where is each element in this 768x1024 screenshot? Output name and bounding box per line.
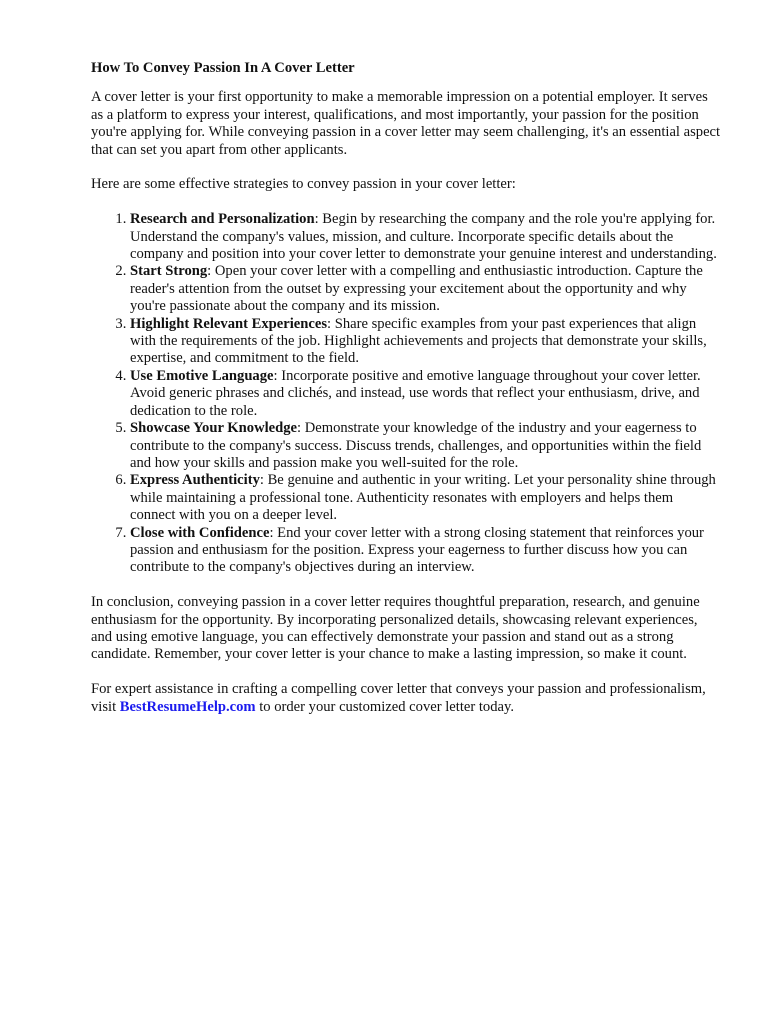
strategy-term: Start Strong — [130, 263, 208, 280]
strategies-lead: Here are some effective strategies to convey passion in your cover letter: — [91, 176, 516, 193]
strategy-term: Close with Confidence — [130, 524, 270, 541]
strategy-term: Express Authenticity — [130, 472, 260, 489]
cta-before: For expert assistance in crafting a compelling cover letter that conveys your passion and professionalism, visit — [91, 681, 706, 715]
strategy-term: Research and Personalization — [130, 211, 315, 228]
strategy-text: : Demonstrate your knowledge of the industry and your eagerness to contribute to the company's success. Discuss trends, challenges, and opportunities within the field and how your skills and passion make you well-suited for the role. — [130, 420, 702, 471]
intro-paragraph: A cover letter is your first opportunity to make a memorable impression on a potential employer. It serves as a platform to express your interest, qualifications, and most importantly, your passion for the position you're applying for. While conveying passion in a cover letter may seem challenging, it's an essential aspect that can set you apart from other applicants. — [91, 89, 721, 158]
strategy-term: Showcase Your Knowledge — [130, 420, 298, 437]
document-title: How To Convey Passion In A Cover Letter — [91, 60, 355, 76]
strategy-text: : Open your cover letter with a compelling and enthusiastic introduction. Capture the reader's attention from the outset by expressing your excitement about the opportunity and why you're passionate about the company and its mission. — [130, 263, 703, 315]
strategy-text: : Begin by researching the company and the role you're applying for. Understand the company's values, mission, and culture. Incorporate specific details about the company and position into your cover letter to demonstrate your genuine interest and understanding. — [130, 211, 717, 263]
strategy-term: Highlight Relevant Experiences — [130, 315, 328, 332]
strategy-text: : Share specific examples from your past experiences that align with the requirements of the job. Highlight achievements and projects that demonstrate your skills, expertise, and commitment to the field. — [130, 315, 707, 367]
list-item — [130, 525, 721, 577]
strategy-text: : Incorporate positive and emotive language throughout your cover letter. Avoid generic phrases and clichés, and instead, use words that reflect your enthusiasm, drive, and dedication to the role. — [130, 367, 701, 419]
strategy-text: : Be genuine and authentic in your writing. Let your personality shine through while maintaining a professional tone. Authenticity resonates with employers and helps them connect with you on a deeper level. — [130, 472, 716, 524]
list-item — [130, 368, 721, 420]
list-item — [130, 316, 721, 368]
strategy-text: : End your cover letter with a strong closing statement that reinforces your passion and enthusiasm for the position. Express your eagerness to further discuss how you can contribute to the company's objectives during an interview. — [130, 524, 704, 576]
list-item — [130, 472, 721, 524]
conclusion-paragraph: In conclusion, conveying passion in a cover letter requires thoughtful preparation, research, and genuine enthusiasm for the opportunity. By incorporating personalized details, showcasing relevant experiences, and using emotive language, you can effectively demonstrate your passion and stand out as a strong candidate. Remember, your cover letter is your chance to make a lasting impression, so make it count. — [91, 594, 700, 663]
strategy-term: Use Emotive Language — [130, 367, 274, 384]
best-resume-help-link[interactable]: BestResumeHelp.com — [119, 698, 256, 715]
list-item — [130, 420, 721, 472]
list-item — [130, 211, 721, 263]
cta-after: to order your customized cover letter today. — [255, 698, 514, 715]
cta-paragraph — [91, 681, 721, 716]
strategies-list — [91, 211, 721, 577]
list-item — [130, 263, 721, 315]
